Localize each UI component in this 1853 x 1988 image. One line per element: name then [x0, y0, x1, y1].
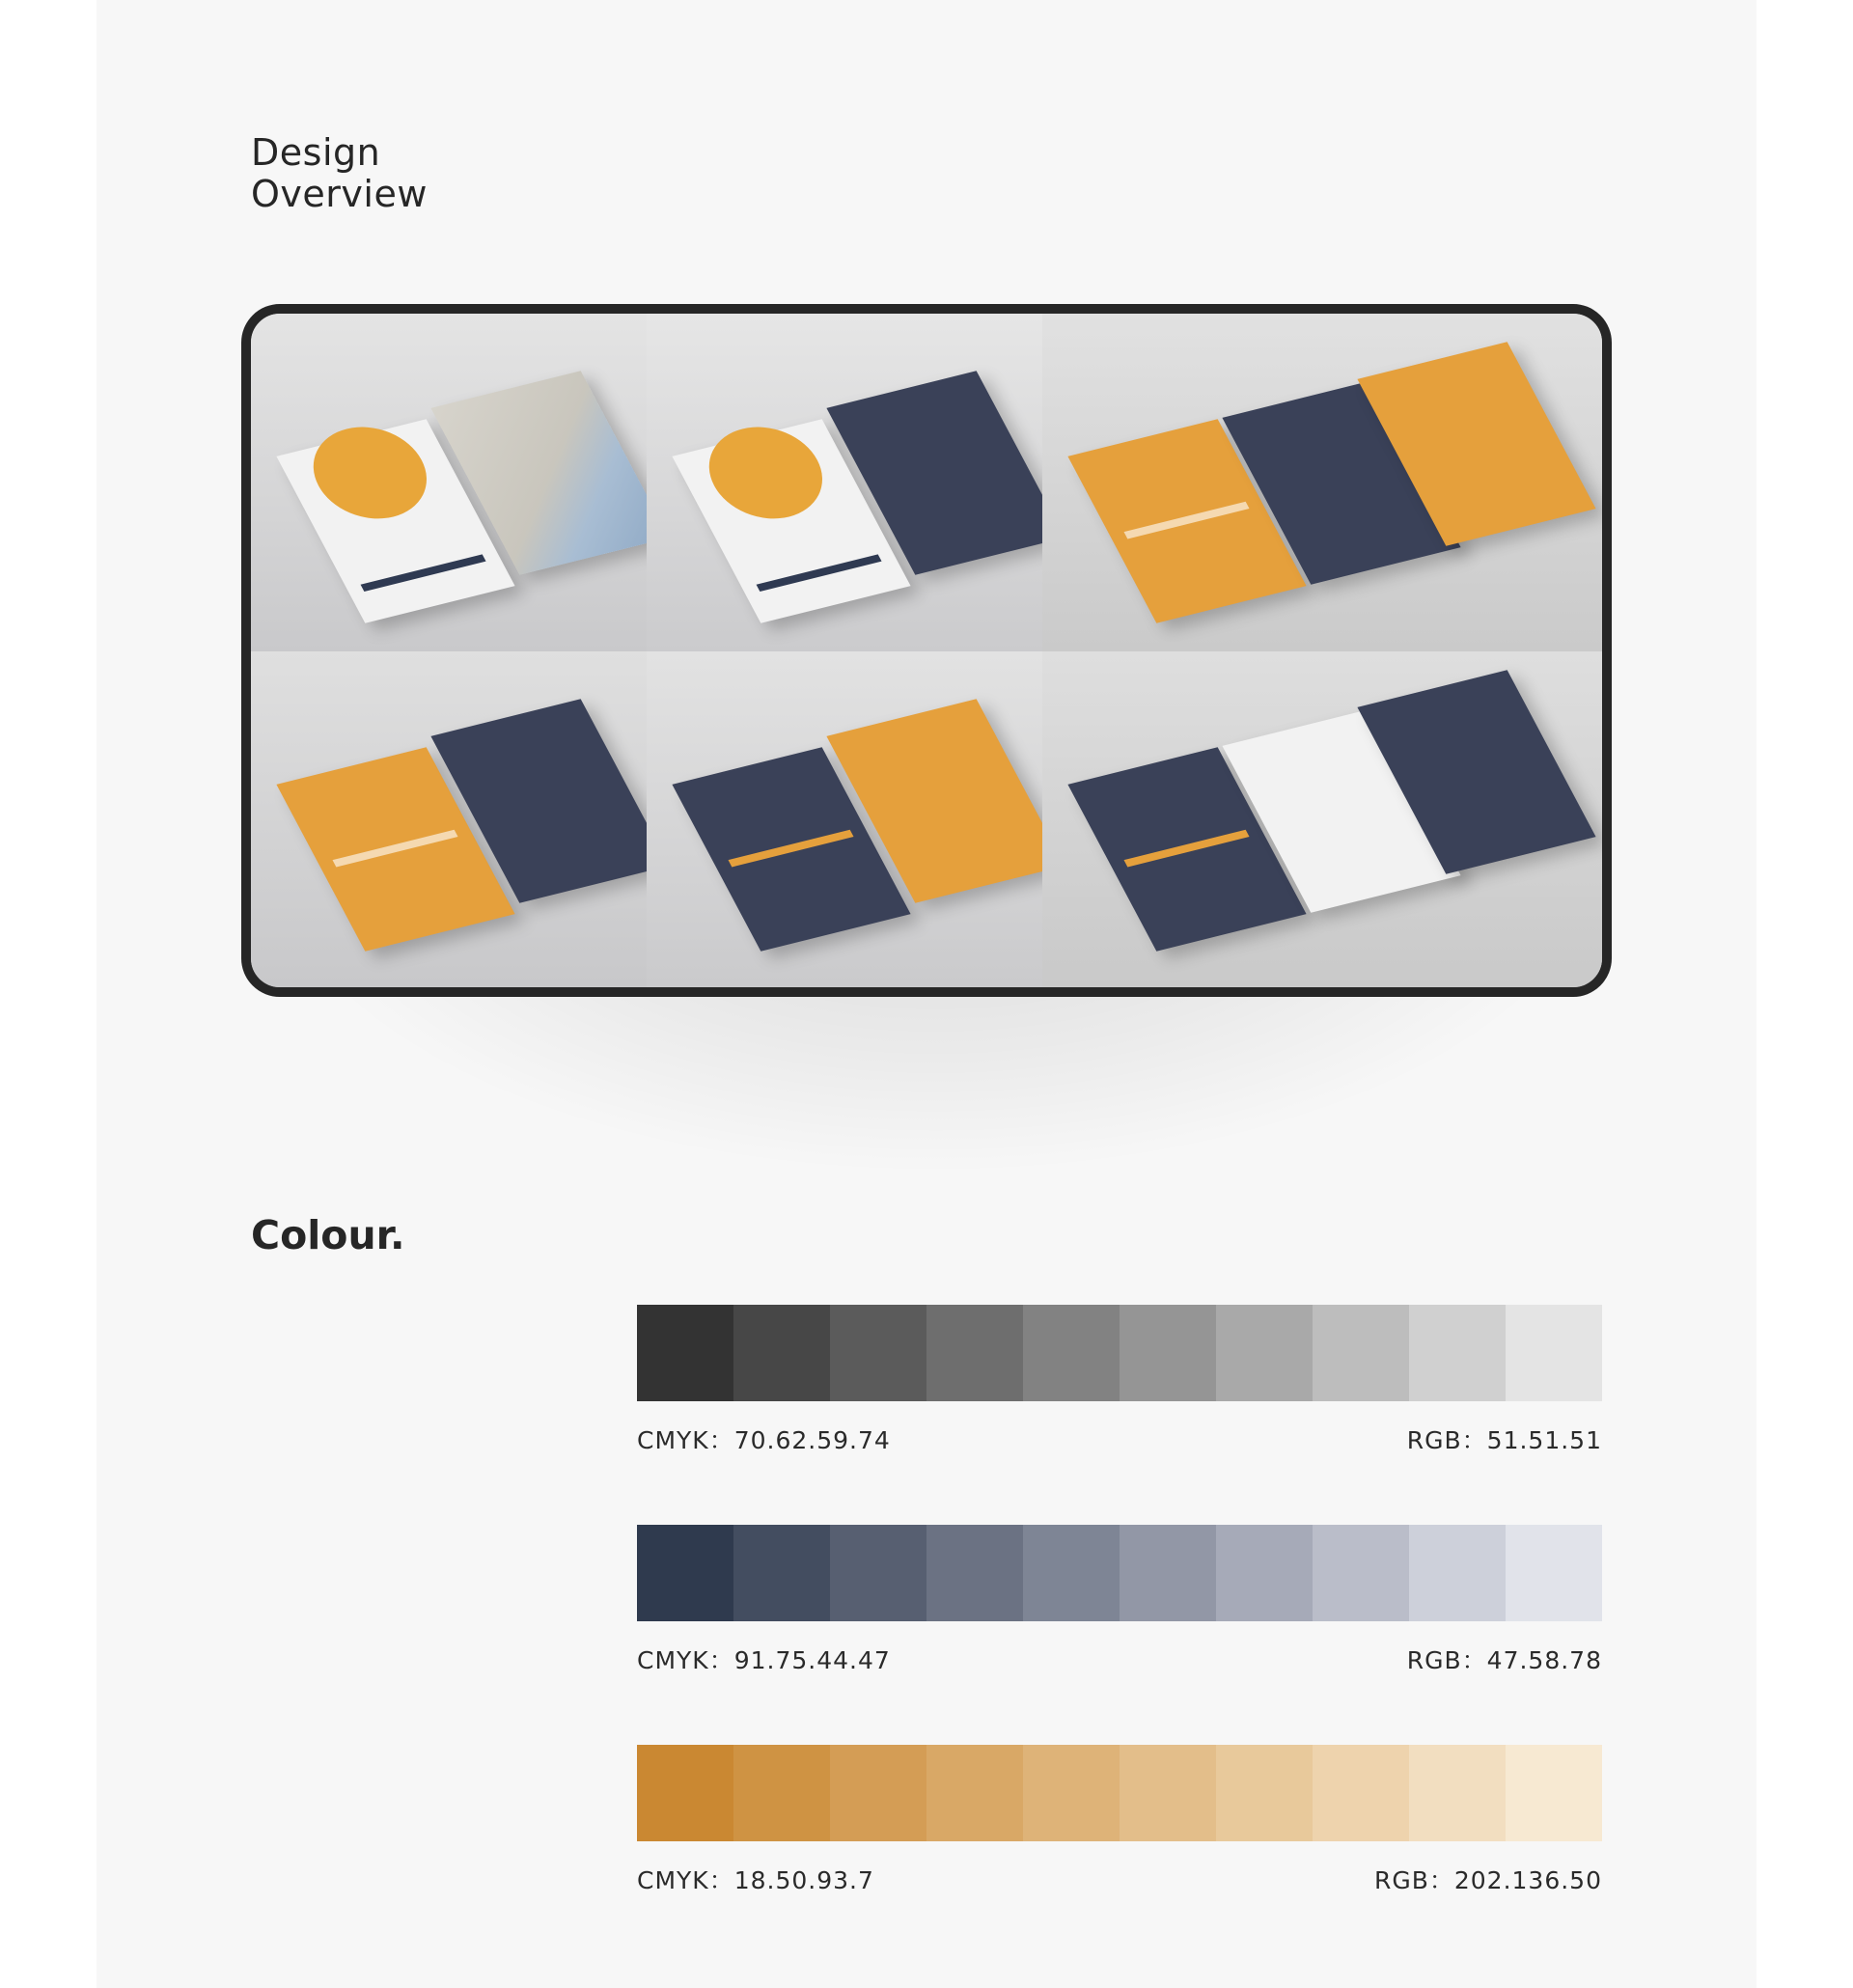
colour-swatch	[637, 1305, 733, 1401]
colour-swatch	[1506, 1525, 1602, 1621]
mockup-scene-3	[1042, 314, 1602, 651]
cover-title-bar	[1124, 502, 1250, 539]
mockup-scene-1	[251, 314, 647, 651]
colour-swatch	[1506, 1745, 1602, 1841]
colour-swatch	[830, 1745, 926, 1841]
cover-illustration	[691, 416, 841, 530]
colour-swatch	[1120, 1305, 1216, 1401]
palette-swatches-1	[637, 1305, 1602, 1401]
colour-swatch	[1409, 1745, 1506, 1841]
colour-swatch	[1216, 1525, 1313, 1621]
colour-swatch	[1023, 1525, 1120, 1621]
colour-swatch	[1216, 1305, 1313, 1401]
cover-title-bar	[729, 830, 854, 868]
colour-swatch	[830, 1525, 926, 1621]
palette-cmyk-label: CMYK：91.75.44.47	[637, 1646, 891, 1674]
colour-swatch	[1023, 1745, 1120, 1841]
colour-swatch	[1313, 1305, 1409, 1401]
overview-title-line2: Overview	[251, 173, 428, 216]
colour-swatch	[1023, 1305, 1120, 1401]
colour-swatch	[1313, 1745, 1409, 1841]
colour-swatch	[926, 1745, 1023, 1841]
colour-swatch	[1120, 1525, 1216, 1621]
cover-title-bar	[333, 830, 458, 868]
colour-swatch	[926, 1305, 1023, 1401]
colour-swatch	[637, 1525, 733, 1621]
overview-title-line1: Design	[251, 131, 381, 175]
brochure-mockup-frame	[241, 304, 1612, 997]
colour-swatch	[1313, 1525, 1409, 1621]
colour-swatch	[1216, 1745, 1313, 1841]
palette-swatches-3	[637, 1745, 1602, 1841]
mockup-scene-2	[647, 314, 1042, 651]
design-overview-title	[251, 132, 428, 215]
colour-swatch	[733, 1745, 830, 1841]
mockup-scene-4	[251, 651, 647, 987]
cover-illustration	[295, 416, 445, 530]
palette-rgb-label: RGB：47.58.78	[1406, 1646, 1602, 1674]
colour-swatch	[1409, 1525, 1506, 1621]
colour-title: Colour.	[251, 1212, 405, 1259]
colour-swatch	[926, 1525, 1023, 1621]
colour-swatch	[830, 1305, 926, 1401]
cover-title-bar	[361, 554, 486, 592]
palette-cmyk-label: CMYK：70.62.59.74	[637, 1426, 891, 1454]
palette-rgb-label: RGB：202.136.50	[1373, 1866, 1602, 1894]
palette-cmyk-label: CMYK：18.50.93.7	[637, 1866, 874, 1894]
palette-rgb-label: RGB：51.51.51	[1406, 1426, 1602, 1454]
cover-title-bar	[757, 554, 882, 592]
colour-swatch	[1120, 1745, 1216, 1841]
colour-swatch	[733, 1525, 830, 1621]
cover-title-bar	[1124, 830, 1250, 868]
colour-swatch	[637, 1745, 733, 1841]
colour-swatch	[733, 1305, 830, 1401]
mockup-scene-5	[647, 651, 1042, 987]
palette-swatches-2	[637, 1525, 1602, 1621]
colour-swatch	[1409, 1305, 1506, 1401]
mockup-grid	[251, 314, 1602, 987]
mockup-scene-6	[1042, 651, 1602, 987]
design-page	[97, 0, 1756, 1988]
colour-swatch	[1506, 1305, 1602, 1401]
